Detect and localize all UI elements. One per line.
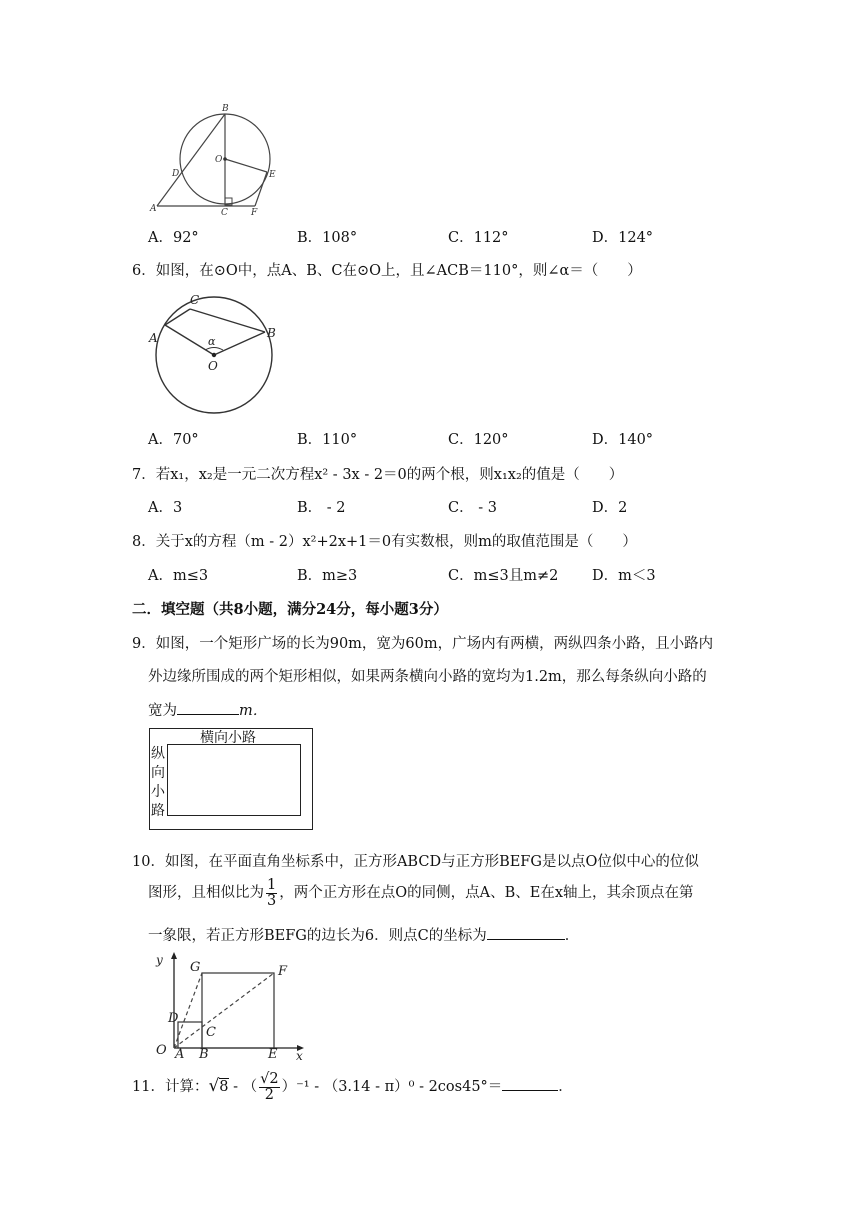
q5-label-d: D [172,169,180,179]
q9-line-3-pre: 宽为 [148,703,177,719]
section-2-heading: 二．填空题（共8小题，满分24分，每小题3分） [132,601,448,618]
q10-label-e: E [268,1047,278,1062]
q10-line-2-pre: 图形，且相似比为 [148,885,264,901]
q10-frac-num: 1 [267,876,277,893]
q9-v-char-2: 向 [151,765,165,781]
q9-figure [149,728,313,830]
q7-stem: 7．若x₁，x₂是一元二次方程x² - 3x - 2＝0的两个根，则x₁x₂的值是（ ） [132,467,624,483]
q5-label-b: B [222,104,229,114]
q5-label-c: C [221,208,228,218]
q10-line-3-post: ． [564,928,580,944]
q5-option-c: C．112° [448,230,509,246]
q10-label-x: x [296,1049,303,1063]
q10-label-f: F [278,964,288,979]
q10-line-2-post: ，两个正方形在点O的同侧，点A、B、E在x轴上，其余顶点在第 [279,885,694,901]
q11-sqrt8-radicand: 8 [219,1079,229,1095]
q7-option-a: A．3 [148,500,183,516]
q9-v-char-4: 路 [151,803,165,819]
q5-label-e: E [269,170,276,180]
q10-label-b: B [199,1047,209,1062]
q10-label-d: D [168,1011,179,1026]
q11-line [132,1068,573,1105]
q9-v-char-1: 纵 [151,746,165,762]
q5-option-b: B．108° [297,230,358,246]
q10-line-2 [148,876,694,910]
q10-line-3-pre: 一象限，若正方形BEFG的边长为6．则点C的坐标为 [148,928,487,944]
q6-label-a: A [149,331,158,345]
q10-line-1: 10．如图，在平面直角坐标系中，正方形ABCD与正方形BEFG是以点O位似中心的位似 [132,854,699,870]
q8-option-a: A．m≤3 [148,568,209,584]
q8-option-c: C．m≤3且m≠2 [448,568,559,584]
q10-label-g: G [190,960,201,975]
q6-option-b: B．110° [297,432,358,448]
q11-sqrt8: √8 [208,1076,229,1096]
q10-frac-den: 3 [267,892,277,909]
q9-v-char-3: 小 [151,784,165,800]
q11-rest: ）⁻¹ - （3.14 - π）⁰ - 2cos45°＝ [281,1079,503,1095]
q6-label-c: C [190,293,200,307]
q9-horizontal-path-label: 横向小路 [200,730,256,746]
q6-option-d: D．140° [592,432,654,448]
q7-option-d: D．2 [592,500,628,516]
q10-label-a: A [175,1047,185,1062]
q5-option-d: D．124° [592,230,654,246]
q7-option-c: C． - 3 [448,500,497,516]
q6-figure [145,288,285,416]
q8-option-d: D．m＜3 [592,568,656,584]
q9-line-3 [148,699,267,720]
q11-pre: 11．计算： [132,1079,209,1095]
q5-figure [145,100,285,218]
q5-label-o: O [215,155,223,165]
q11-frac-num: √2 [260,1070,279,1087]
q6-label-alpha: α [208,335,216,348]
q10-figure [148,950,318,1065]
q11-frac-den: 2 [264,1086,274,1103]
q9-line-2: 外边缘所围成的两个矩形相似，如果两条横向小路的宽均为1.2m，那么每条纵向小路的 [148,669,707,685]
q10-line-3 [148,924,579,945]
q7-option-b: B． - 2 [297,500,346,516]
q6-option-c: C．120° [448,432,509,448]
q10-answer-blank[interactable] [487,925,565,940]
q8-stem: 8．关于x的方程（m - 2）x²+2x+1＝0有实数根，则m的取值范围是（ ） [132,534,637,550]
q10-label-o: O [156,1043,167,1058]
q6-label-o: O [208,359,218,373]
q10-label-c: C [206,1025,216,1040]
q8-option-b: B．m≥3 [297,568,358,584]
q10-label-y: y [156,953,163,967]
q11-mid: - （ [228,1079,258,1095]
q6-stem: 6．如图，在⊙O中，点A、B、C在⊙O上，且∠ACB＝110°，则∠α＝（ ） [132,263,642,279]
q9-line-1: 9．如图，一个矩形广场的长为90m，宽为60m，广场内有两横，两纵四条小路，且小路内 [132,636,714,652]
q5-label-a: A [150,204,157,214]
q9-answer-blank[interactable] [177,700,239,715]
q5-label-f: F [251,208,258,218]
q11-fraction [259,1072,279,1103]
q6-label-b: B [267,326,276,340]
q11-answer-blank[interactable] [502,1076,558,1091]
q10-ratio-fraction [266,878,277,909]
q9-vertical-path-label [151,745,165,821]
q5-option-a: A．92° [148,230,199,246]
q6-option-a: A．70° [148,432,199,448]
q9-line-3-post: m． [239,703,268,719]
q9-inner-rect [167,744,301,816]
q11-post: ． [558,1079,573,1095]
